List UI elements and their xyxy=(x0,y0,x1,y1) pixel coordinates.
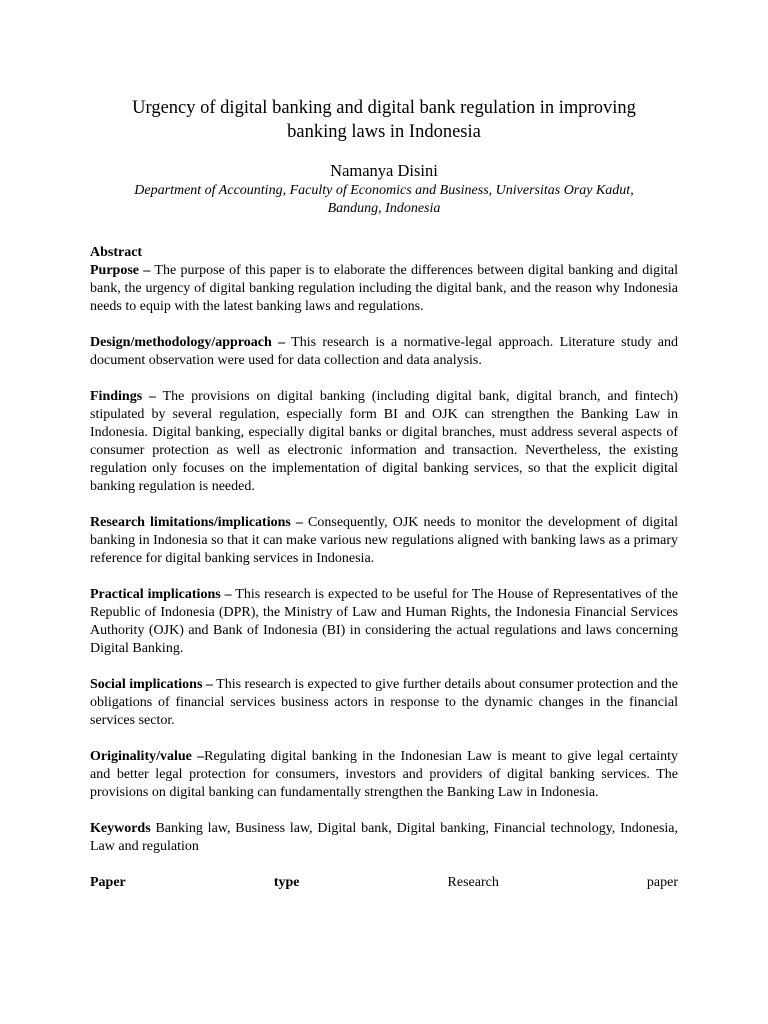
affiliation-line-2: Bandung, Indonesia xyxy=(327,201,441,216)
practical-paragraph xyxy=(90,586,678,658)
paper-page xyxy=(90,96,678,892)
paper-type-line xyxy=(90,874,678,892)
originality-text: Regulating digital banking in the Indonesian Law is meant to give legal certainty and better legal protection for consumers, investors and providers of digital banking services. The provisions on digital banking can fundamentally strengthen the Banking Law in Indonesia. xyxy=(90,749,679,800)
practical-label: Practical implications – xyxy=(90,587,232,602)
practical-text: This research is expected to be useful for The House of Representatives of the Republic of Indonesia (DPR), the Ministry of Law and Human Rights, the Indonesia Financial Services Authority (OJK) and Bank of Indonesia (BI) in considering the actual regulations and laws concerning Digital Banking. xyxy=(90,587,678,656)
paper-title xyxy=(90,96,678,144)
design-text: This research is a normative-legal approach. Literature study and document observation were used for data collection and data analysis. xyxy=(90,335,678,368)
paper-type-word-research: Research xyxy=(447,875,499,890)
design-paragraph xyxy=(90,334,678,370)
purpose-paragraph xyxy=(90,262,678,316)
author-name: Namanya Disini xyxy=(330,161,438,180)
purpose-label: Purpose – xyxy=(90,263,151,278)
paper-type-word-paper: Paper xyxy=(90,875,126,890)
keywords-paragraph xyxy=(90,820,678,856)
abstract-heading: Abstract xyxy=(90,245,143,260)
title-line-1: Urgency of digital banking and digital bank regulation in improving xyxy=(132,98,636,118)
findings-text: The provisions on digital banking (including digital bank, digital branch, and fintech) stipulated by several regulation, especially form BI and OJK can strengthen the Banking Law in Indonesia. Digital banking, especially digital banks or digital branches, must address several aspects of consumer protection as well as electronic information and transaction. Nevertheless, the existing regulation only focuses on the implementation of digital banking services, so that the explicit digital banking regulation is needed. xyxy=(90,389,678,494)
title-line-2: banking laws in Indonesia xyxy=(287,122,481,142)
paper-type-word-paper-value: paper xyxy=(646,875,678,890)
originality-paragraph xyxy=(90,748,678,802)
social-label: Social implications – xyxy=(90,677,213,692)
keywords-text: Banking law, Business law, Digital bank, Digital banking, Financial technology, Indonesia, Law and regulation xyxy=(90,821,678,854)
author-affiliation xyxy=(90,182,678,218)
design-label: Design/methodology/approach – xyxy=(90,335,286,350)
findings-paragraph xyxy=(90,388,678,496)
paper-type-word-type: type xyxy=(273,875,300,890)
limitations-text: Consequently, OJK needs to monitor the development of digital banking in Indonesia so that it can make various new regulations aligned with banking laws as a primary reference for digital banking services in Indonesia. xyxy=(90,515,679,566)
social-text: This research is expected to give further details about consumer protection and the obligations of financial services business actors in response to the dynamic changes in the financial services sector. xyxy=(90,677,678,728)
limitations-label: Research limitations/implications – xyxy=(90,515,303,530)
limitations-paragraph xyxy=(90,514,678,568)
social-paragraph xyxy=(90,676,678,730)
affiliation-line-1: Department of Accounting, Faculty of Economics and Business, Universitas Oray Kadut, xyxy=(134,183,634,198)
keywords-label: Keywords xyxy=(90,821,151,836)
originality-label: Originality/value – xyxy=(90,749,205,764)
findings-label: Findings – xyxy=(90,389,156,404)
purpose-text: The purpose of this paper is to elaborate the differences between digital banking and digital bank, the urgency of digital banking regulation including the digital bank, and the reason why Indonesia needs to equip with the latest banking laws and regulations. xyxy=(90,263,679,314)
